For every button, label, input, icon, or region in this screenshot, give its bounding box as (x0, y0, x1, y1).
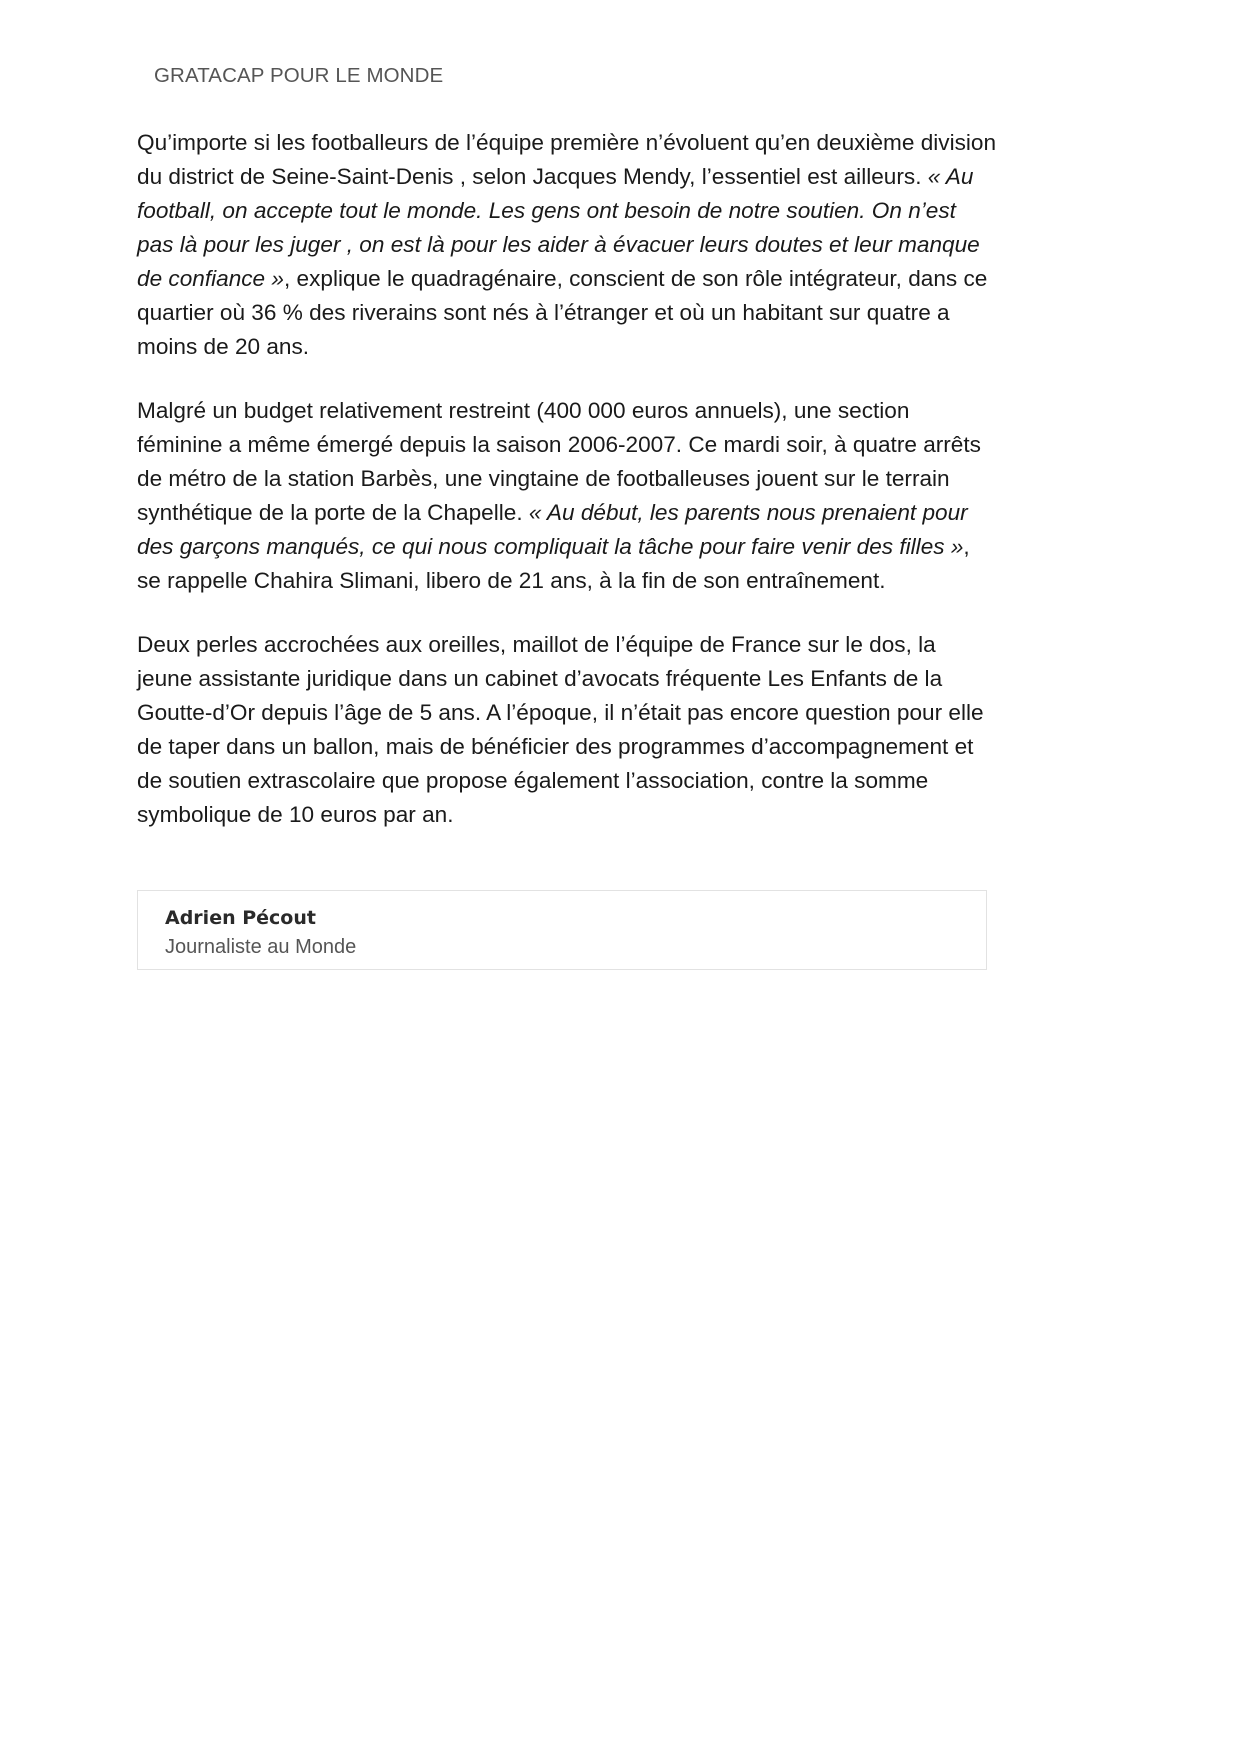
article-paragraph (137, 394, 997, 598)
paragraph-text: Malgré un budget relativement restreint (400 000 euros annuels), une section féminine a même émergé depuis la saison 2006-2007. Ce mardi soir, à quatre arrêts de métro de la station Barbès, une vingtaine de footballeuses jouent sur le terrain synthétique de la porte de la Chapelle. (137, 398, 981, 525)
quote-text: « Au début, les parents nous prenaient pour des garçons manqués, ce qui nous compliquait la tâche pour faire venir des filles » (137, 500, 968, 559)
paragraph-text: , se rappelle Chahira Slimani, libero de 21 ans, à la fin de son entraînement. (137, 534, 970, 593)
paragraph-text: , explique le quadragénaire, conscient de son rôle intégrateur, dans ce quartier où 36 % des riverains sont nés à l’étranger et où un habitant sur quatre a moins de 20 ans. (137, 266, 988, 359)
article-body (137, 126, 997, 862)
article-paragraph (137, 126, 997, 364)
author-name[interactable]: Adrien Pécout (165, 907, 316, 929)
quote-text: « Au football, on accepte tout le monde. Les gens ont besoin de notre soutien. On n’est pas là pour les juger , on est là pour les aider à évacuer leurs doutes et leur manque de confiance » (137, 164, 980, 291)
paragraph-text: Qu’importe si les footballeurs de l’équipe première n’évoluent qu’en deuxième division du district de Seine-Saint-Denis , selon Jacques Mendy, l’essentiel est ailleurs. (137, 130, 997, 189)
paragraph-text: Deux perles accrochées aux oreilles, maillot de l’équipe de France sur le dos, la jeune assistante juridique dans un cabinet d’avocats fréquente Les Enfants de la Goutte-d’Or depuis l’âge de 5 ans. A l’époque, il n’était pas encore question pour elle de taper dans un ballon, mais de bénéficier des programmes d’accompagnement et de soutien extrascolaire que propose également l’association, contre la somme symbolique de 10 euros par an. (137, 632, 984, 827)
photo-credit: GRATACAP POUR LE MONDE (154, 64, 444, 87)
author-box (137, 890, 987, 970)
author-role: Journaliste au Monde (165, 936, 357, 958)
article-paragraph (137, 628, 997, 832)
